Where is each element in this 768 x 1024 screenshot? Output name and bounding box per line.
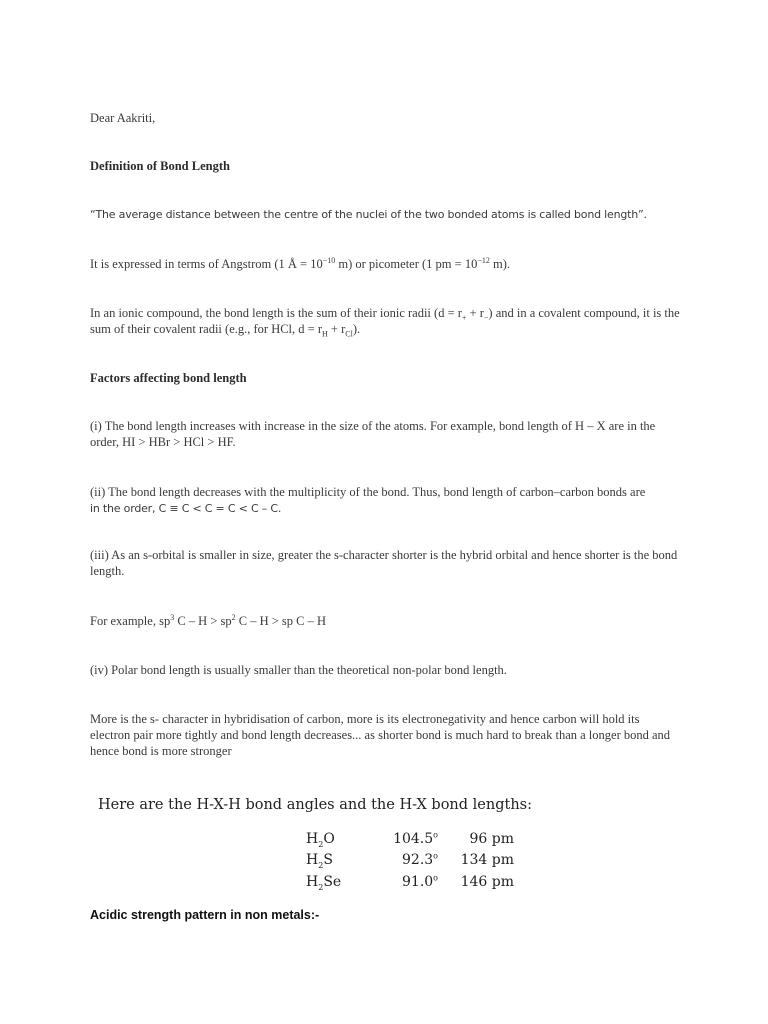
- ionic-covalent-paragraph: [90, 305, 680, 337]
- factor-4: (iv) Polar bond length is usually smaller than the theoretical non-polar bond length.: [90, 663, 507, 677]
- ionic-text-4: + r: [327, 322, 346, 336]
- ionic-sub-3: H: [322, 329, 328, 339]
- units-exponent-1: −10: [322, 255, 336, 265]
- ionic-text-5: ).: [352, 322, 361, 336]
- angle-cell: 91.0$^o$: [402, 873, 438, 890]
- length-cell: 146 pm: [460, 873, 514, 890]
- table-intro: Here are the H-X-H bond angles and the H-X bond lengths:: [98, 797, 532, 813]
- ionic-text-2: + r: [466, 306, 484, 320]
- table-row: [306, 828, 514, 850]
- factors-heading: Factors affecting bond length: [90, 371, 247, 385]
- table-row: [306, 850, 514, 872]
- units-text-2: m) or picometer (1 pm = 10: [335, 257, 478, 271]
- definition-heading: Definition of Bond Length: [90, 159, 230, 173]
- units-paragraph: [90, 256, 680, 272]
- factor-2-line-1: (ii) The bond length decreases with the multiplicity of the bond. Thus, bond length of carbon–carbon bonds are: [90, 485, 646, 499]
- greeting: Dear Aakriti,: [90, 111, 156, 125]
- length-cell: 134 pm: [460, 852, 514, 869]
- ionic-sub-4: Cl: [345, 329, 353, 339]
- ionic-text-1: In an ionic compound, the bond length is the sum of their ionic radii (d = r: [90, 306, 462, 320]
- angle-cell: 92.3$^o$: [402, 851, 438, 869]
- factor-2: [90, 484, 680, 517]
- factor-2-line-2: in the order, C ≡ C < C = C < C – C.: [90, 502, 282, 515]
- ionic-sub-2: −: [483, 313, 489, 323]
- units-text-1: It is expressed in terms of Angstrom (1 Å = 10: [90, 257, 323, 271]
- example-paragraph: [90, 613, 680, 629]
- units-text-3: m).: [489, 257, 510, 271]
- example-exponent-2: 2: [231, 612, 236, 622]
- acidic-strength-heading: Acidic strength pattern in non metals:-: [90, 908, 320, 922]
- units-exponent-2: −12: [477, 255, 490, 265]
- angle-cell: 104.5$^o$: [393, 830, 438, 847]
- factor-1: (i) The bond length increases with increase in the size of the atoms. For example, bond length of H – X are in the order, HI > HBr > HCl > HF.: [90, 419, 656, 449]
- example-text-3: C – H > sp C – H: [235, 614, 327, 628]
- example-exponent-1: 3: [170, 612, 175, 622]
- molecule-cell: $H_2Se$: [306, 873, 342, 892]
- ionic-text-3: ) and in a covalent compound, it is the sum of their covalent radii (e.g., for HCl, d = r: [90, 306, 680, 336]
- factor-3: (iii) As an s-orbital is smaller in size, greater the s-character shorter is the hybrid orbital and hence shorter is the bond length.: [90, 548, 678, 578]
- definition-quote: “The average distance between the centre of the nuclei of the two bonded atoms is called bond length”.: [90, 208, 647, 221]
- molecule-cell: $H_2O$: [306, 830, 335, 849]
- example-text-2: C – H > sp: [174, 614, 232, 628]
- length-cell: 96 pm: [469, 830, 514, 847]
- bond-table: [306, 828, 514, 893]
- example-text-1: For example, sp: [90, 614, 171, 628]
- molecule-cell: $H_2S$: [306, 852, 333, 871]
- table-row: [306, 871, 514, 893]
- hybridisation-note: More is the s- character in hybridisation of carbon, more is its electronegativity and hence carbon will hold its electron pair more tightly and bond length decreases... as shorter bond is much hard to break than a longer bond and hence bond is more stronger: [90, 712, 671, 758]
- ionic-sub-1: +: [461, 313, 467, 323]
